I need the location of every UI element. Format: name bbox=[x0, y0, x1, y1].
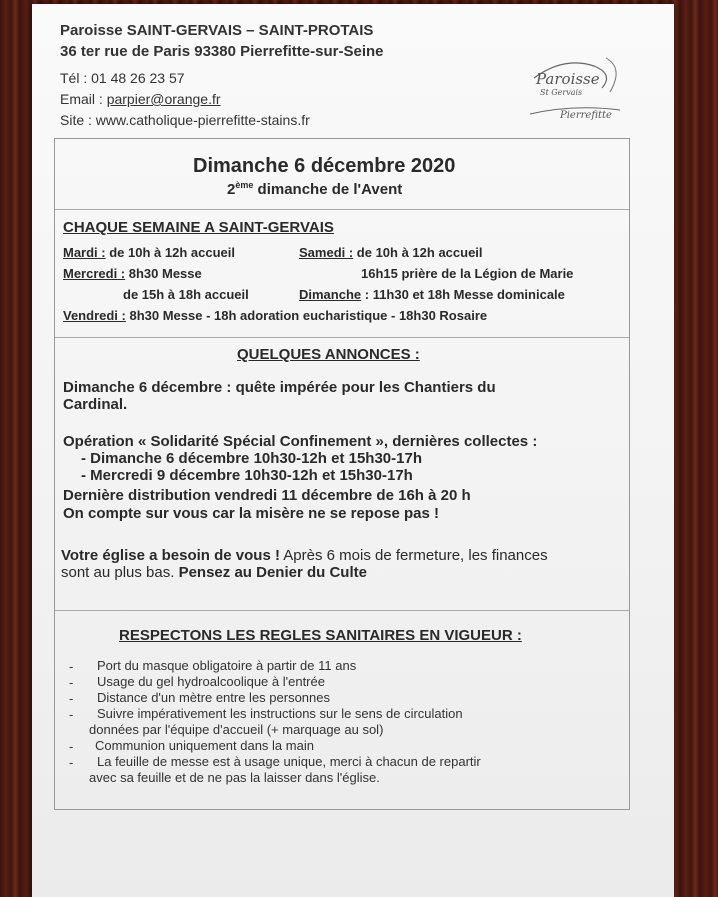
rule-dash: - bbox=[69, 707, 74, 722]
denier-culte-line: sont au plus bas. Pensez au Denier du Culte bbox=[61, 564, 367, 581]
collecte-date-1: - Dimanche 6 décembre 10h30-12h et 15h30-17h bbox=[81, 450, 422, 467]
rule-dash: - bbox=[69, 691, 74, 706]
rule-dash: - bbox=[69, 739, 74, 754]
bulletin-date: Dimanche 6 décembre 2020 bbox=[193, 155, 456, 177]
operation-line: Opération « Solidarité Spécial Confinement », dernières collectes : bbox=[63, 433, 538, 450]
rule-item: La feuille de messe est à usage unique, merci à chacun de repartir bbox=[97, 754, 481, 769]
rule-item-continuation: avec sa feuille et de ne pas la laisser dans l'église. bbox=[89, 770, 380, 785]
rule-item: Usage du gel hydroalcoolique à l'entrée bbox=[97, 674, 325, 689]
schedule-mercredi: Mercredi : 8h30 Messe bbox=[63, 266, 202, 281]
website-link[interactable]: Site : www.catholique-pierrefitte-stains.fr bbox=[60, 112, 310, 128]
schedule-samedi-legion: 16h15 prière de la Légion de Marie bbox=[361, 266, 574, 281]
rule-item: Communion uniquement dans la main bbox=[95, 738, 314, 753]
parish-logo bbox=[524, 48, 628, 126]
rule-item-continuation: données par l'équipe d'accueil (+ marquage au sol) bbox=[89, 722, 384, 737]
schedule-mercredi-accueil: de 15h à 18h accueil bbox=[123, 287, 249, 302]
eglise-besoin-line: Votre église a besoin de vous ! Après 6 mois de fermeture, les finances bbox=[61, 547, 548, 564]
logo-text-paroisse: Paroisse bbox=[536, 70, 600, 88]
compte-sur-vous: On compte sur vous car la misère ne se repose pas ! bbox=[63, 505, 439, 522]
derniere-distribution: Dernière distribution vendredi 11 décembre de 16h à 20 h bbox=[63, 487, 471, 504]
weekly-heading: CHAQUE SEMAINE A SAINT-GERVAIS bbox=[63, 219, 334, 236]
schedule-vendredi: Vendredi : 8h30 Messe - 18h adoration eucharistique - 18h30 Rosaire bbox=[63, 308, 488, 323]
email-link[interactable]: parpier@orange.fr bbox=[106, 91, 221, 107]
parish-name: Paroisse SAINT-GERVAIS – SAINT-PROTAIS bbox=[60, 22, 374, 39]
parish-address: 36 ter rue de Paris 93380 Pierrefitte-sur-Seine bbox=[60, 43, 384, 60]
announcements-heading: QUELQUES ANNONCES : bbox=[237, 346, 420, 363]
quete-line-2: Cardinal. bbox=[63, 396, 128, 413]
email-line: Email : parpier@orange.fr bbox=[60, 91, 221, 107]
collecte-date-2: - Mercredi 9 décembre 10h30-12h et 15h30-17h bbox=[81, 467, 413, 484]
divider bbox=[55, 610, 629, 611]
logo-text-st-gervais: St Gervais bbox=[540, 88, 583, 97]
bulletin-subtitle: 2ème dimanche de l'Avent bbox=[227, 180, 403, 198]
rule-dash: - bbox=[69, 675, 74, 690]
rule-item: Distance d'un mètre entre les personnes bbox=[97, 690, 330, 705]
content-frame bbox=[54, 138, 630, 810]
schedule-mardi: Mardi : de 10h à 12h accueil bbox=[63, 245, 235, 260]
rule-dash: - bbox=[69, 755, 74, 770]
divider bbox=[55, 337, 629, 338]
quete-line-1: Dimanche 6 décembre : quête impérée pour les Chantiers du bbox=[63, 379, 496, 396]
parish-leaflet bbox=[32, 4, 674, 897]
rule-dash: - bbox=[69, 659, 74, 674]
schedule-samedi: Samedi : de 10h à 12h accueil bbox=[299, 245, 483, 260]
rules-heading: RESPECTONS LES REGLES SANITAIRES EN VIGUEUR : bbox=[119, 627, 522, 644]
phone-number: Tél : 01 48 26 23 57 bbox=[60, 70, 185, 86]
rule-item: Suivre impérativement les instructions sur le sens de circulation bbox=[97, 706, 463, 721]
logo-text-pierrefitte: Pierrefitte bbox=[560, 110, 612, 121]
rule-item: Port du masque obligatoire à partir de 11 ans bbox=[97, 658, 357, 673]
divider bbox=[55, 209, 629, 210]
schedule-dimanche: Dimanche : 11h30 et 18h Messe dominicale bbox=[299, 287, 565, 302]
